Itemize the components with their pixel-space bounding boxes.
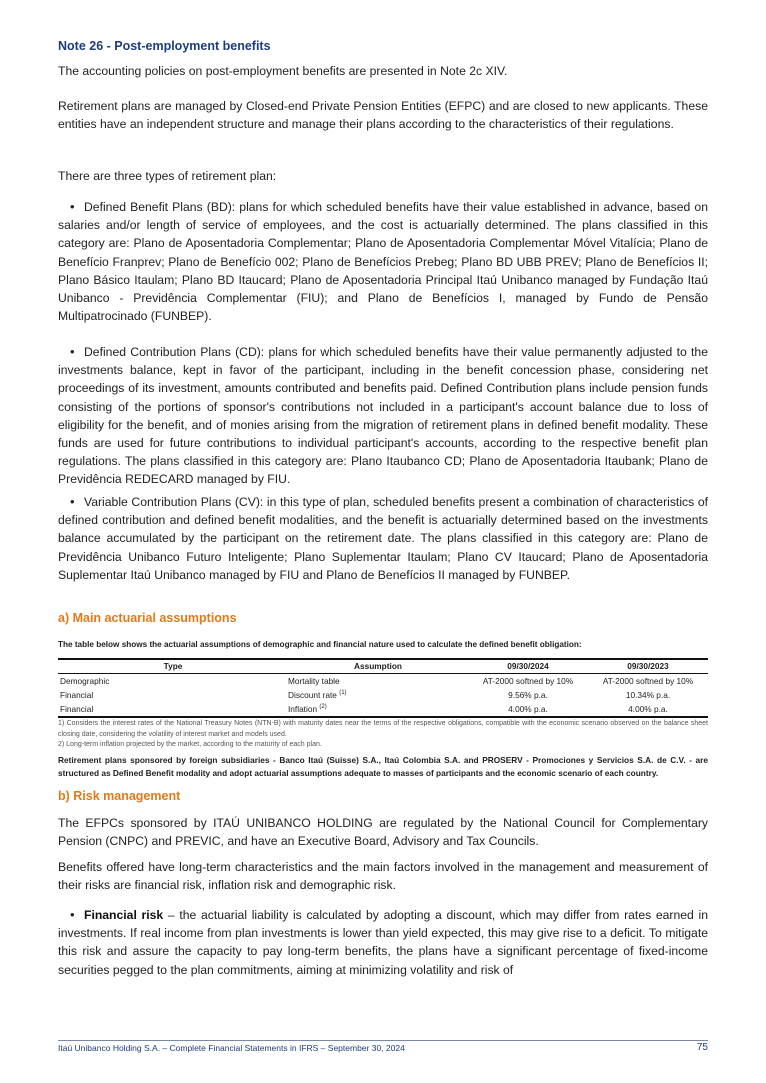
header-2024: 09/30/2024 xyxy=(468,659,588,673)
risk-para-2: Benefits offered have long-term characteristics and the main factors involved in the management and measurement of their risks are financial risk, inflation risk and demographic risk. xyxy=(58,860,708,892)
foreign-subsidiaries-note: Retirement plans sponsored by foreign subsidiaries - Banco Itaú (Suisse) S.A., Itaú Colombia S.A. and PROSERV - Promociones y Servicios S.A. de C.V. - are structured as Defined Benefit modality and adopt actuarial assumptions adequate to masses of participants and the economic scenario of each country. xyxy=(58,755,708,778)
cell-assumption xyxy=(288,673,468,688)
actuarial-assumptions-table xyxy=(58,658,708,718)
efpc-paragraph: Retirement plans are managed by Closed-end Private Pension Entities (EFPC) and are closed to new applicants. These entities have an independent structure and manage their plans according to the characteristics of their regulations. xyxy=(58,99,708,131)
section-a-title: a) Main actuarial assumptions xyxy=(58,611,237,625)
note-title: Note 26 - Post-employment benefits xyxy=(58,39,271,53)
financial-risk-lead: Financial risk xyxy=(84,908,164,922)
footnote-2: 2) Long-term inflation projected by the market, according to the maturity of each plan. xyxy=(58,741,322,748)
footer-divider xyxy=(58,1040,708,1041)
table-row xyxy=(58,702,708,717)
plan-bd-text: Defined Benefit Plans (BD): plans for which scheduled benefits have their value established in advance, based on salaries and/or length of service of employees, and the cost is actuarially determined. The plans classified in this category are: Plano de Aposentadoria Complementar; Plano de Aposentadoria Complementar Móvel Vitalícia; Plano de Benefício Franprev; Plano de Benefício 002; Plano de Benefícios Prebeg; Plano BD UBB PREV; Plano de Benefícios II; Plano Básico Itaulam; Plano BD Itaucard; Plano de Aposentadoria Principal Itaú Unibanco managed by Fundação Itaú Unibanco - Previdência Complementar (FIU); and Plano de Benefícios I, managed by Fundo de Pensão Multipatrocinado (FUNBEP). xyxy=(58,200,708,324)
bullet-icon: • xyxy=(70,344,75,359)
cell-type: Financial xyxy=(60,703,94,714)
assumption-label: Discount rate xyxy=(288,689,337,700)
cell-2024: 4.00% p.a. xyxy=(508,703,548,714)
financial-risk-text: – the actuarial liability is calculated by adopting a discount, which may differ from rates earned in investments. If real income from plan investments is lower than yield expected, this may give rise to a deficit. To mitigate this risk and assure the capacity to pay long-term benefits, the plans have a significant percentage of fixed-income securities pegged to the plan commitments, aiming at minimizing volatility and risk of xyxy=(58,908,708,977)
footnote-ref: (1) xyxy=(339,689,347,696)
cell-type: Demographic xyxy=(60,675,110,686)
financial-risk-item xyxy=(58,906,708,979)
cell-type: Financial xyxy=(60,689,94,700)
table-row xyxy=(58,688,708,703)
cell-2024: 9.56% p.a. xyxy=(508,689,548,700)
plan-types-lead: There are three types of retirement plan: xyxy=(58,169,277,183)
table-intro: The table below shows the actuarial assumptions of demographic and financial nature used to calculate the defined benefit obligation: xyxy=(58,640,582,649)
assumption-label: Inflation xyxy=(288,703,318,714)
plan-cd-item xyxy=(58,343,708,489)
header-assumption: Assumption xyxy=(288,659,468,673)
cell-assumption xyxy=(288,688,468,703)
assumption-label: Mortality table xyxy=(288,675,340,686)
plan-bd-item xyxy=(58,198,708,325)
section-b-title: b) Risk management xyxy=(58,789,181,803)
cell-assumption xyxy=(288,702,468,717)
header-2023: 09/30/2023 xyxy=(588,659,708,673)
plan-cv-item xyxy=(58,493,708,584)
table-row xyxy=(58,673,708,688)
intro-paragraph: The accounting policies on post-employment benefits are presented in Note 2c XIV. xyxy=(58,64,508,78)
bullet-icon: • xyxy=(70,907,75,922)
risk-para-1: The EFPCs sponsored by ITAÚ UNIBANCO HOLDING are regulated by the National Council for Complementary Pension (CNPC) and PREVIC, and have an Executive Board, Advisory and Tax Councils. xyxy=(58,816,708,848)
cell-2023: 4.00% p.a. xyxy=(628,703,668,714)
footer-document-title: Itaú Unibanco Holding S.A. – Complete Financial Statements in IFRS – September 30, 2024 xyxy=(58,1043,405,1053)
footnote-ref: (2) xyxy=(319,703,327,710)
cell-2023: 10.34% p.a. xyxy=(625,689,671,700)
cell-2023: AT-2000 softned by 10% xyxy=(602,675,694,686)
cell-2024: AT-2000 softned by 10% xyxy=(482,675,574,686)
header-type: Type xyxy=(58,659,288,673)
bullet-icon: • xyxy=(70,494,75,509)
plan-cv-text: Variable Contribution Plans (CV): in this type of plan, scheduled benefits present a combination of characteristics of defined contribution and defined benefit modalities, and the benefit is actuarially determined based on the investments balance accumulated by the participant on the retirement date. The plans classified in this category are: Plano de Previdência Unibanco Futuro Inteligente; Plano Suplementar Itaulam; Plano CV Itaucard; Plano de Aposentadoria Suplementar Itaú Unibanco managed by FIU and Plano de Benefícios II managed by FUNBEP. xyxy=(58,495,708,582)
page-number: 75 xyxy=(696,1042,708,1053)
bullet-icon: • xyxy=(70,199,75,214)
plan-cd-text: Defined Contribution Plans (CD): plans for which scheduled benefits have their value permanently adjusted to the investments balance, kept in favor of the participant, including in the benefit concession phase, considering net proceedings of its investment, amounts contributed and benefits paid. Defined Contribution plans include pension funds consisting of the portions of sponsor's contributions not included in a participant's account balance due to loss of eligibility for the benefit, and of monies arising from the migration of retirement plans in defined benefit modality. These funds are used for future contributions to individual participant's accounts, according to the respective benefit plan regulations. The plans classified in this category are: Plano Itaubanco CD; Plano de Aposentadoria Itaubank; Plano de Previdência REDECARD managed by FIU. xyxy=(58,345,708,487)
table-header-row xyxy=(58,659,708,673)
footnote-1: 1) Considers the interest rates of the National Treasury Notes (NTN-B) with maturity dates near the terms of the respective obligations, compatible with the economic scenario observed on the balance sheet closing date, considering the volatility of interest market and models used. xyxy=(58,720,708,738)
